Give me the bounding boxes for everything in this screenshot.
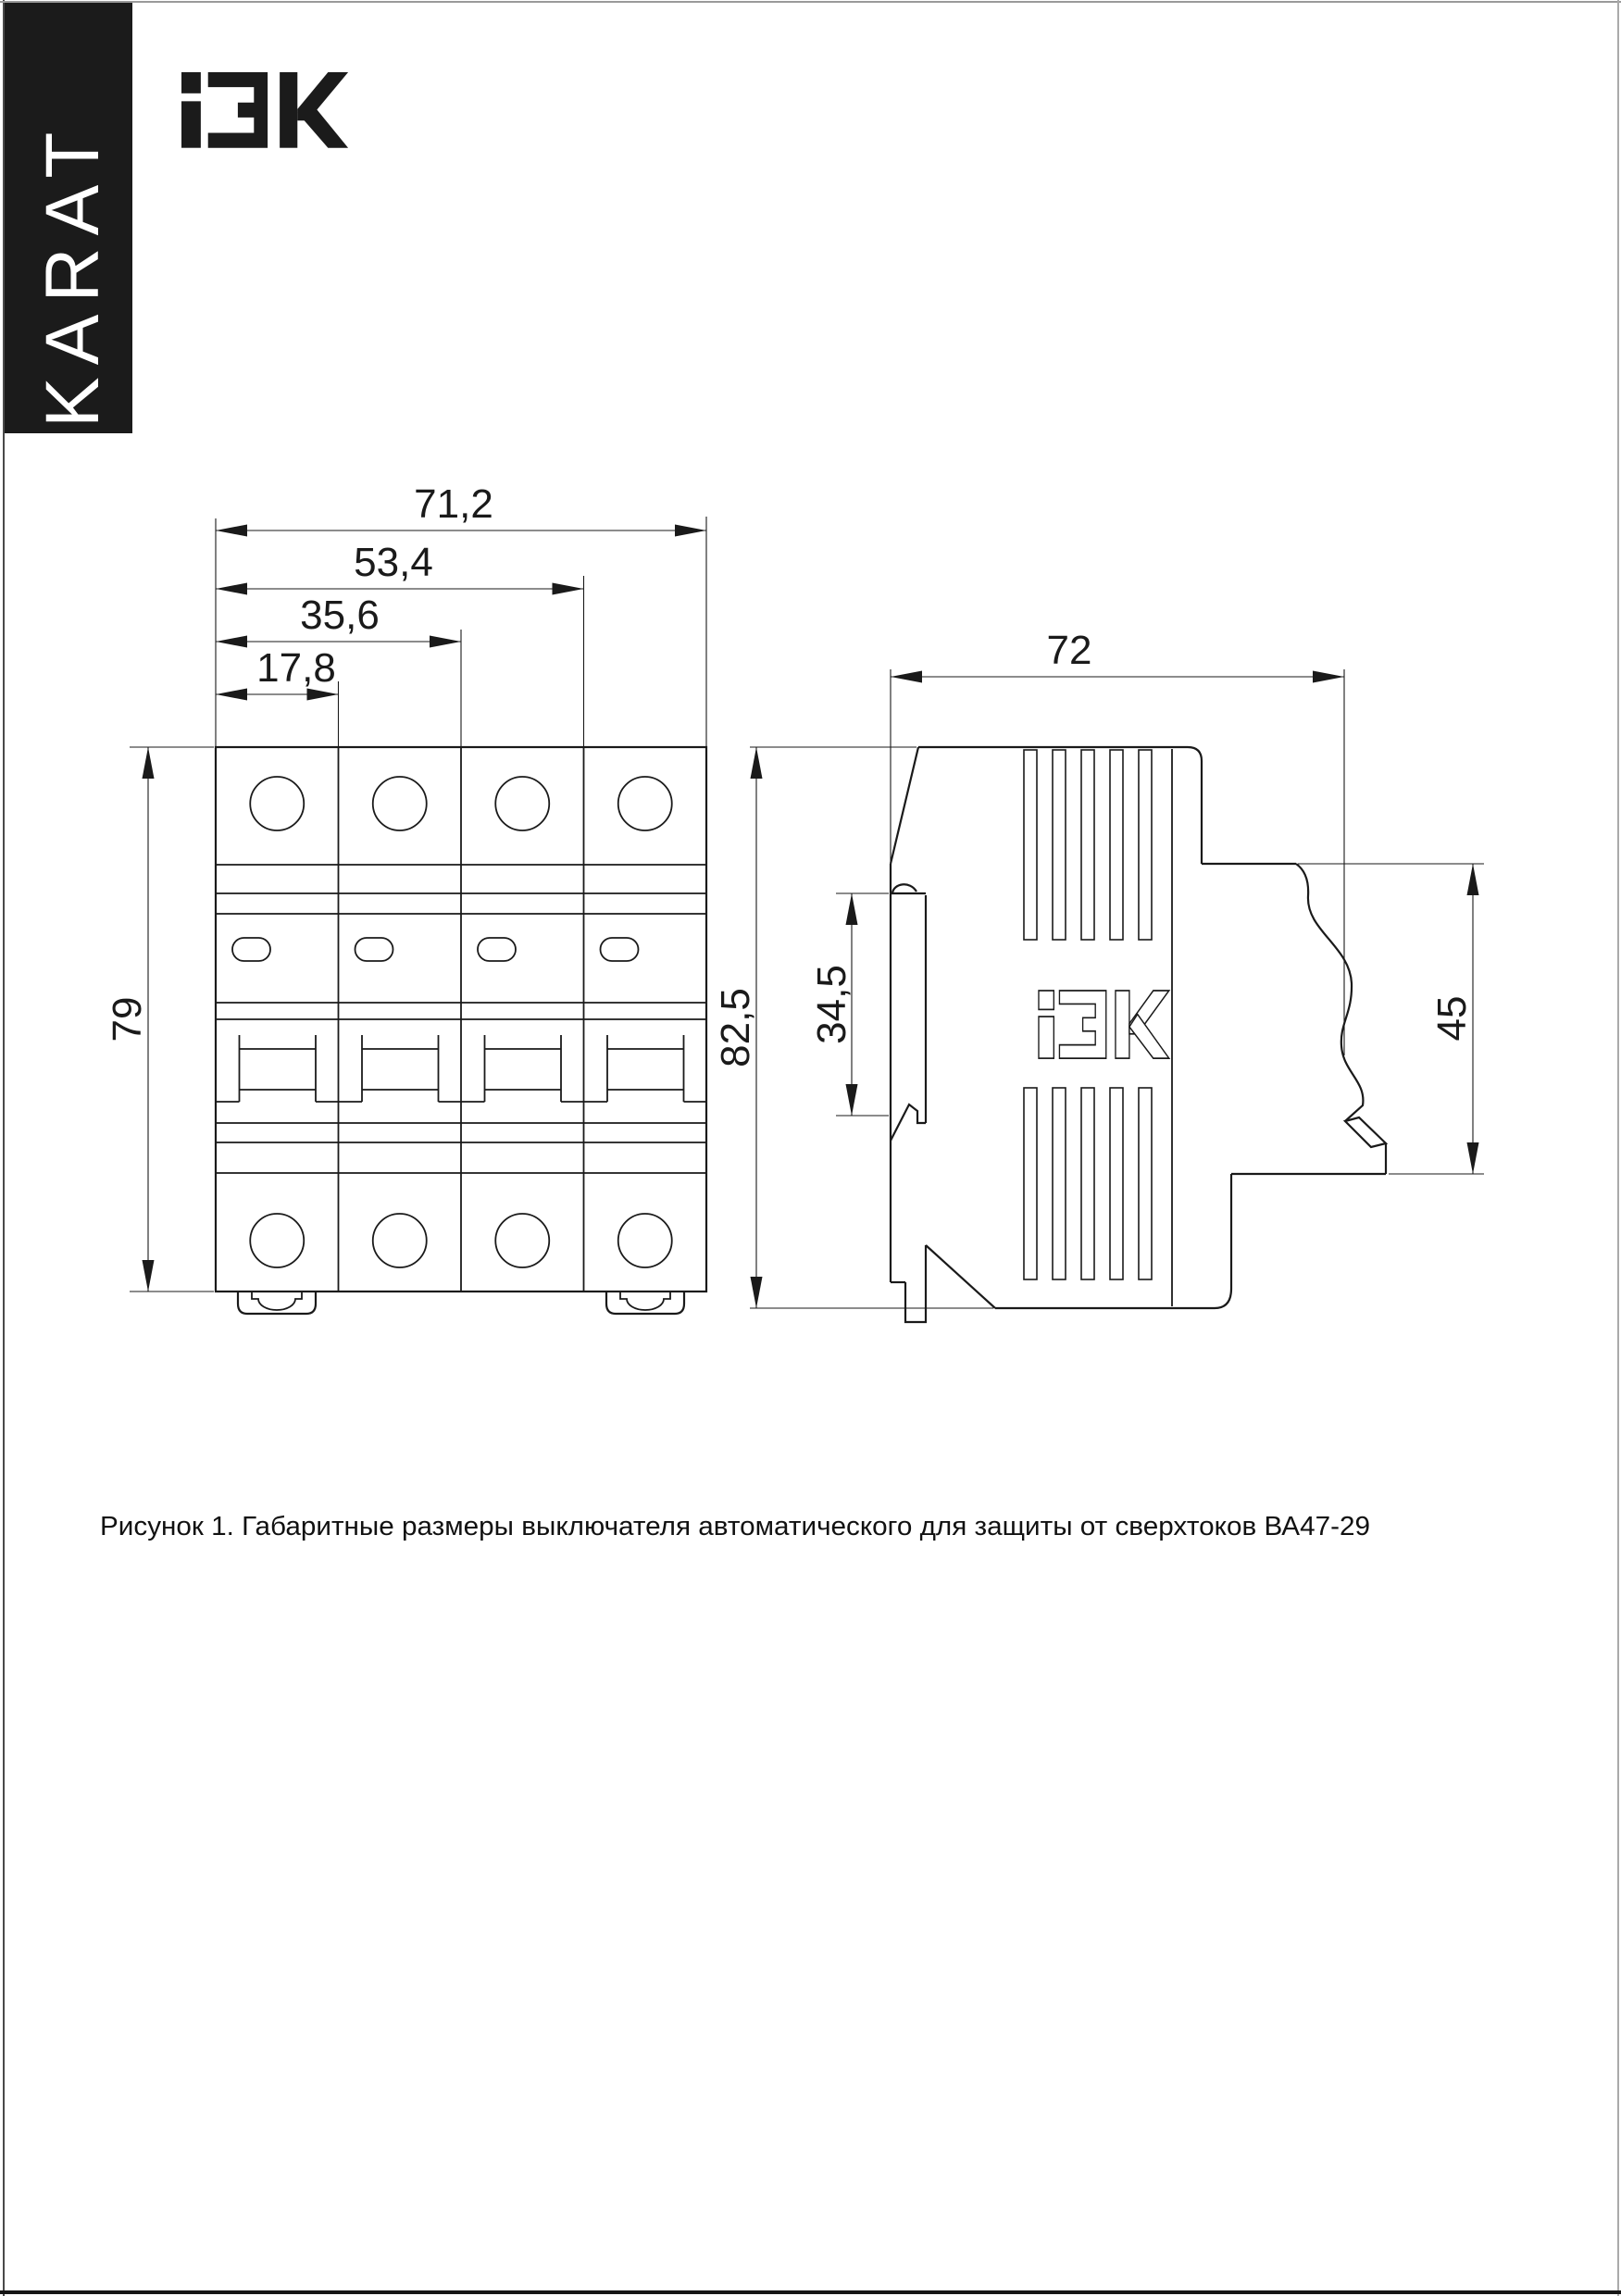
iek-logo-embossed [1039, 991, 1169, 1058]
front-view-dimensions [105, 481, 706, 1292]
figure-caption: Рисунок 1. Габаритные размеры выключателя автоматического для защиты от сверхтоков ВА47-29 [100, 1512, 1370, 1541]
dim-label-53-4: 53,4 [354, 540, 433, 585]
dim-label-79: 79 [105, 996, 150, 1042]
side-view-drawing [891, 747, 1386, 1322]
dim-label-72: 72 [1046, 628, 1092, 673]
dim-label-17-8: 17,8 [256, 645, 336, 691]
dim-label-82-5: 82,5 [713, 988, 758, 1067]
dim-label-34-5: 34,5 [809, 965, 854, 1044]
karat-banner-label: KARAT [31, 119, 115, 428]
ribs-upper [1024, 750, 1152, 940]
side-view-dimensions [713, 628, 1484, 1308]
front-view-drawing [216, 747, 706, 1314]
karat-banner [5, 3, 132, 433]
marking-windows [232, 938, 639, 961]
dim-label-35-6: 35,6 [300, 593, 380, 638]
iek-logo [181, 72, 348, 148]
dim-label-71-2: 71,2 [414, 481, 493, 527]
ribs-lower [1024, 1088, 1152, 1279]
din-rail-pocket [891, 884, 926, 1322]
dim-label-45: 45 [1429, 995, 1475, 1042]
din-clips [238, 1292, 684, 1314]
